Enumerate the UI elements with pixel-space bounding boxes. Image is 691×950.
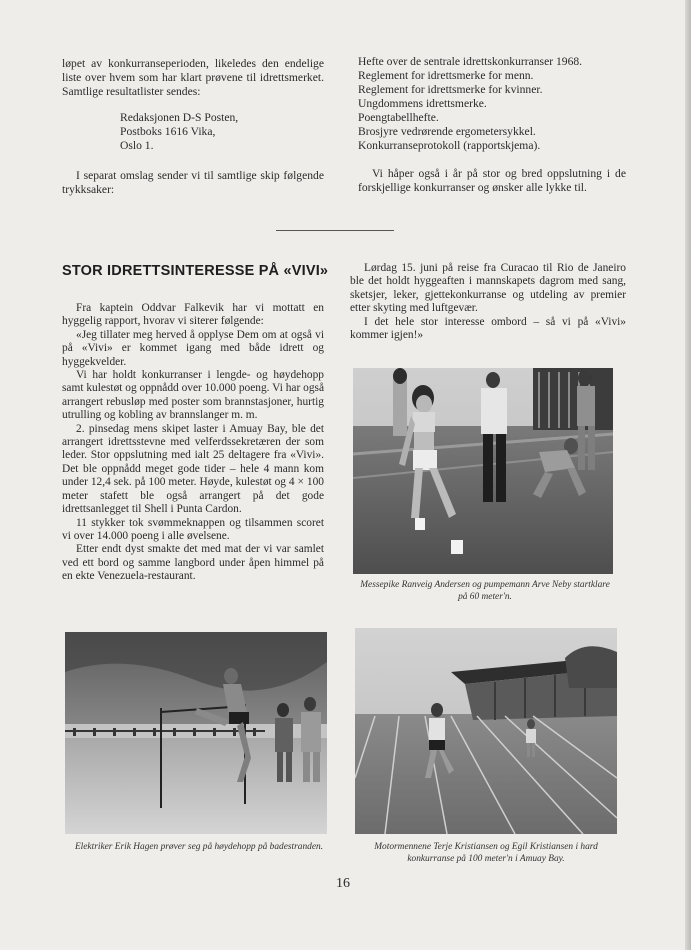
address-block bbox=[120, 111, 324, 153]
page-fold-shadow bbox=[685, 0, 691, 950]
address-line: Postboks 1616 Vika, bbox=[120, 125, 216, 138]
photo-caption: Motormennene Terje Kristiansen og Egil Kristiansen i hard konkurranse på 100 meter'n i Amuay Bay. bbox=[374, 842, 598, 864]
list-item: Brosjyre vedrørende ergometersykkel. bbox=[358, 125, 536, 138]
paragraph: I separat omslag sender vi til samtlige skip følgende trykksaker: bbox=[62, 169, 324, 196]
article-right-column bbox=[350, 262, 626, 342]
top-right-column bbox=[358, 55, 626, 195]
list-item: Konkurranseprotokoll (rapportskjema). bbox=[358, 139, 541, 152]
address-line: Redaksjonen D-S Posten, bbox=[120, 111, 239, 124]
photo-caption: Messepike Ranveig Andersen og pumpemann Arve Neby startklare på 60 meter'n. bbox=[360, 580, 610, 602]
photo-stadium-sprint bbox=[355, 628, 617, 834]
photo-caption: Elektriker Erik Hagen prøver seg på høydehopp på badestranden. bbox=[74, 842, 324, 852]
address-line: Oslo 1. bbox=[120, 139, 154, 152]
paragraph: Lørdag 15. juni på reise fra Curacao til Rio de Janeiro ble det holdt hyggeaften i mannskapets dagrom med sang, sketsjer, leker, gjettekonkurranse og utdeling av premier etter skyting med luftgevær. bbox=[350, 262, 626, 315]
paragraph: I det hele stor interesse ombord – så vi på «Vivi» kommer igjen!» bbox=[350, 315, 626, 342]
page-number: 16 bbox=[336, 876, 350, 891]
list-item: Hefte over de sentrale idrettskonkurranser 1968. bbox=[358, 55, 583, 68]
section-divider bbox=[276, 230, 394, 231]
list-item: Reglement for idrettsmerke for kvinner. bbox=[358, 83, 543, 96]
paragraph: 2. pinsedag mens skipet laster i Amuay Bay, ble det arrangert idrettsstevne med velferdssekretæren der som leder. Stor oppslutning med ialt 25 deltagere fra «Vivi». Det ble oppnådd meget gode tider – hele 4 mann kom under 12,4 sek. på 100 meter. Høyde, kulestøt og 4 × 100 meter stafett ble også arrangert på det gode idrettsanlegget til Shell i Punta Cardon. bbox=[62, 422, 324, 516]
top-left-column bbox=[62, 57, 324, 197]
list-item: Poengtabellhefte. bbox=[358, 111, 439, 124]
paragraph: Etter endt dyst smakte det med mat der vi var samlet ved ett bord og samme langbord under åpen himmel på en ekte Venezuela-restaurant. bbox=[62, 543, 324, 583]
article-left-column bbox=[62, 302, 324, 584]
list-item: Reglement for idrettsmerke for menn. bbox=[358, 69, 534, 82]
paragraph: 11 stykker tok svømmeknappen og tilsammen scoret vi over 14.000 poeng i alle øvelsene. bbox=[62, 516, 324, 542]
paragraph: Vi har holdt konkurranser i lengde- og høydehopp samt kulestøt og oppnådd over 10.000 poeng. Vi har også arrangert rebusløp med poster som brannstasjoner, hurtig utrulling og kobling av brannslanger m. m. bbox=[62, 369, 325, 422]
paragraph: Vi håper også i år på stor og bred oppslutning i de forskjellige konkurranser og ønsker alle lykke til. bbox=[358, 167, 626, 194]
photo-beach-high-jump bbox=[65, 632, 327, 834]
article-heading: STOR IDRETTSINTERESSE PÅ «VIVI» bbox=[62, 263, 329, 279]
list-item: Ungdommens idrettsmerke. bbox=[358, 97, 487, 110]
paragraph: løpet av konkurranseperioden, likeledes den endelige liste over hvem som har klart prøvene til idrettsmerket. Samtlige resultatlister sendes: bbox=[62, 57, 324, 98]
photo-track-athletes bbox=[353, 368, 613, 574]
paragraph: «Jeg tillater meg herved å opplyse Dem om at også vi på «Vivi» er kommet igang med både idrett og hyggekvelder. bbox=[62, 328, 324, 368]
paragraph: Fra kaptein Oddvar Falkevik har vi mottatt en hyggelig rapport, hvorav vi siterer følgende: bbox=[62, 302, 324, 328]
